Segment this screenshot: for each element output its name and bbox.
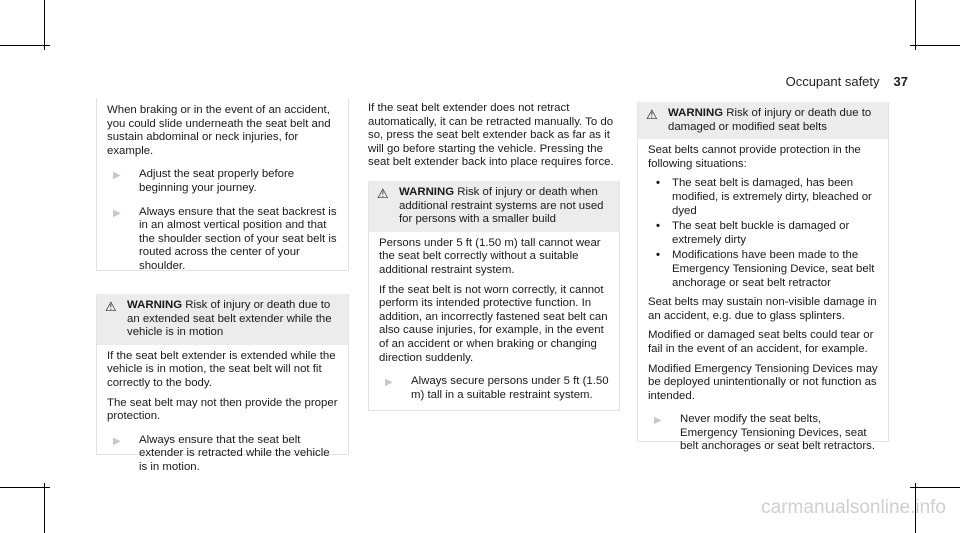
- paragraph: Modified or damaged seat belts could tear or fail in the event of an accident, for example.: [648, 329, 874, 355]
- arrow-icon: ▶: [113, 435, 121, 447]
- paragraph: Modified Emergency Tensioning Devices may be deployed unintentionally or not function as intended.: [648, 362, 878, 402]
- col2-intro: If the seat belt extender does not retract automatically, it can be retracted manually. To do so, press the seat belt extender back as far as it will go before starting the vehicle. Pressing the seat belt extender back into place requires force.: [368, 102, 614, 169]
- col1-warning-box: [96, 294, 349, 473]
- bullet-icon: •: [656, 220, 660, 233]
- paragraph: The seat belt may not then provide the proper protection.: [107, 396, 338, 423]
- warning-title: Risk of injury or death due to an extended seat belt extender while the vehicle is in motion: [127, 299, 332, 339]
- arrow-icon: ▶: [654, 415, 662, 427]
- instruction-step: ▶ Adjust the seat properly before beginning your journey.: [107, 168, 338, 195]
- warning-header: [638, 102, 888, 139]
- warning-label: WARNING: [127, 299, 183, 311]
- crop-mark: [915, 0, 916, 50]
- instruction-step: ▶ Always ensure that the seat backrest is in an almost vertical position and that the shoulder section of your seat belt is routed across the center of your shoulder.: [107, 206, 338, 274]
- col3-warning-box: [637, 102, 889, 453]
- arrow-icon: ▶: [113, 207, 121, 219]
- bullet-icon: •: [656, 249, 660, 262]
- col2-intro-block: [368, 102, 616, 176]
- bullet-icon: •: [656, 177, 660, 190]
- crop-mark: [0, 45, 50, 46]
- crop-mark: [44, 483, 45, 533]
- warning-triangle-icon: ⚠: [646, 107, 658, 122]
- arrow-icon: ▶: [385, 377, 393, 389]
- list-item: • The seat belt buckle is damaged or extremely dirty: [648, 220, 878, 247]
- paragraph: Persons under 5 ft (1.50 m) tall cannot wear the seat belt correctly without a suitable additional restraint system.: [379, 236, 601, 276]
- paragraph: If the seat belt extender is extended while the vehicle is in motion, the seat belt will not fit correctly to the body.: [107, 349, 336, 389]
- warning-title: Risk of injury or death when additional restraint systems are not used for persons with a smaller build: [399, 186, 604, 226]
- warning-title: Risk of injury or death due to damaged or modified seat belts: [668, 107, 872, 133]
- bullet-list: [648, 177, 878, 290]
- warning-label: WARNING: [399, 186, 455, 198]
- watermark: carmanualsonline.info: [761, 497, 946, 518]
- warning-triangle-icon: ⚠: [377, 186, 389, 201]
- col1-intro: When braking or in the event of an accident, you could slide underneath the seat belt and sustain abdominal or neck injuries, for example.: [107, 104, 331, 157]
- col2-warning-box: [368, 181, 620, 411]
- warning-header: [97, 294, 348, 345]
- crop-mark: [44, 0, 45, 50]
- page-header: [786, 74, 908, 89]
- col1-box-top: [96, 98, 349, 271]
- arrow-icon: ▶: [113, 170, 121, 182]
- paragraph: If the seat belt is not worn correctly, it cannot perform its intended protective function. In addition, an incorrectly fastened seat belt can also cause injuries, for example, in the event of an accident or when braking or changing direction suddenly.: [379, 283, 608, 364]
- warning-label: WARNING: [668, 107, 724, 119]
- instruction-step: ▶ Always secure persons under 5 ft (1.50 m) tall in a suitable restraint system.: [379, 375, 609, 402]
- page-number: 37: [893, 74, 908, 89]
- crop-mark: [0, 487, 50, 488]
- crop-mark: [910, 45, 960, 46]
- paragraph: Seat belts may sustain non-visible damage in an accident, e.g. due to glass splinters.: [648, 296, 877, 322]
- paragraph: Seat belts cannot provide protection in the following situations:: [648, 144, 861, 170]
- instruction-step: ▶ Never modify the seat belts, Emergency Tensioning Devices, seat belt anchorages or seat belt retractors.: [648, 413, 878, 454]
- section-title: Occupant safety: [785, 74, 880, 89]
- crop-mark: [910, 487, 960, 488]
- instruction-step: ▶ Always ensure that the seat belt extender is retracted while the vehicle is in motion.: [107, 434, 338, 475]
- warning-header: [369, 181, 619, 232]
- list-item: • Modifications have been made to the Emergency Tensioning Device, seat belt anchorage or seat belt retractor: [648, 249, 878, 290]
- warning-triangle-icon: ⚠: [105, 299, 117, 314]
- list-item: • The seat belt is damaged, has been modified, is extremely dirty, bleached or dyed: [648, 177, 878, 218]
